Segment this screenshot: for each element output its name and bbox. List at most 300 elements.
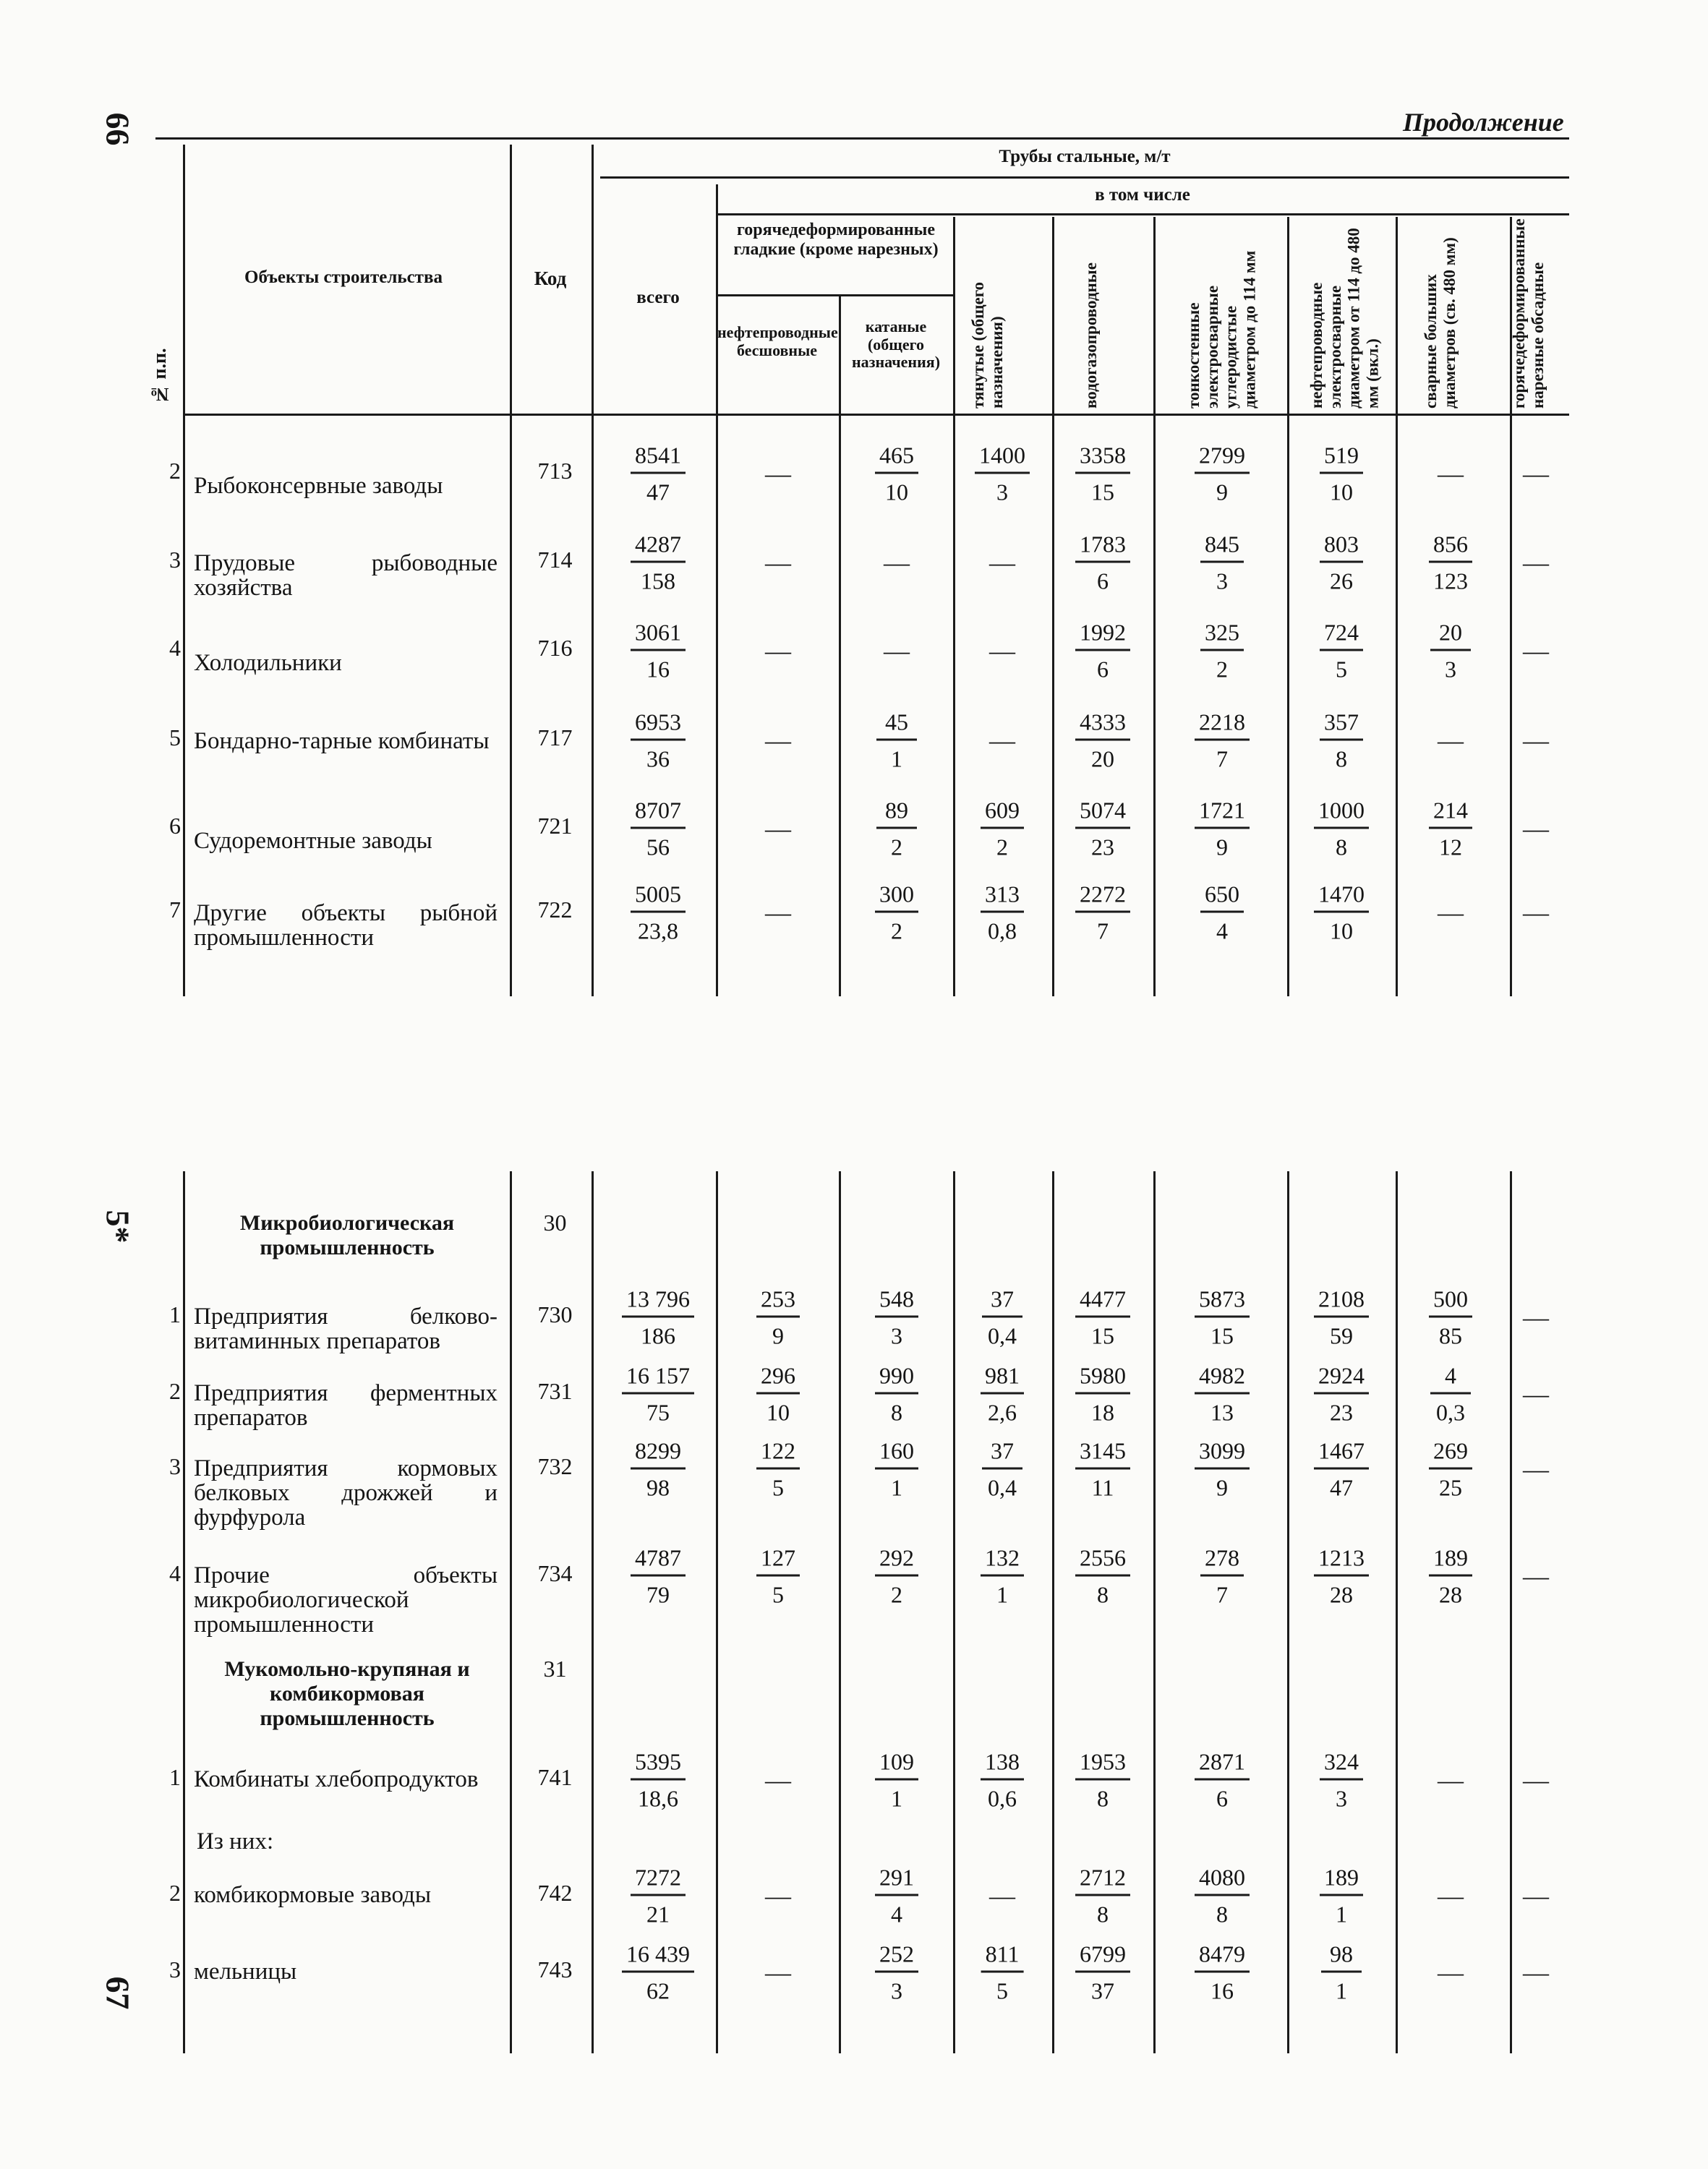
cell-total (631, 531, 686, 595)
cell-oil-seamless: — (765, 814, 791, 843)
fraction-numerator: 300 (875, 881, 918, 913)
cell-large-welded (1429, 797, 1472, 861)
fraction-numerator: 252 (875, 1941, 918, 1973)
fraction-denominator: 2 (891, 917, 902, 944)
fraction-numerator: 990 (875, 1362, 918, 1395)
cell-thin-welded (1195, 1437, 1250, 1502)
table-vline (1153, 217, 1156, 996)
cell-water-gas (1075, 709, 1130, 773)
fraction-numerator: 325 (1200, 619, 1244, 651)
cell-casing: — (1523, 1455, 1549, 1484)
row-object-name: Прудовые рыбоводные хозяйства (194, 550, 498, 601)
cell-rolled (875, 881, 918, 945)
fraction-denominator: 1 (1336, 1901, 1347, 1928)
fraction-denominator: 3 (1445, 656, 1456, 683)
cell-thin-welded (1195, 709, 1250, 773)
continuation-label: Продолжение (1403, 108, 1564, 137)
fraction-denominator: 4 (891, 1901, 902, 1928)
header-thin: тонкостенные электросварные углеродистые диаметром до 114 мм (1184, 250, 1259, 408)
row-number: 2 (169, 1880, 181, 1906)
fraction-numerator: 3145 (1075, 1437, 1130, 1470)
fraction-numerator: 2924 (1314, 1362, 1369, 1395)
cell-thin-welded (1195, 797, 1250, 861)
row-code: 732 (537, 1453, 573, 1479)
row-object-name: Предприятия белково-витаминных препаратов (194, 1304, 498, 1354)
fraction-numerator: 98 (1321, 1941, 1362, 1973)
fraction-numerator: 1953 (1075, 1748, 1130, 1781)
cell-oil-welded (1320, 709, 1363, 773)
row-number: 2 (169, 1378, 181, 1404)
fraction-denominator: 9 (1216, 479, 1228, 505)
fraction-denominator: 8 (1336, 834, 1347, 860)
cell-oil-welded (1320, 531, 1363, 595)
table-vline (510, 1171, 512, 2053)
fraction-denominator: 7 (1216, 1581, 1228, 1608)
section-code: 30 (543, 1210, 567, 1236)
cell-water-gas (1075, 442, 1130, 506)
row-code: 713 (537, 458, 573, 484)
fraction-denominator: 123 (1433, 568, 1468, 594)
fraction-denominator: 10 (1330, 479, 1353, 505)
cell-total (631, 1864, 686, 1928)
row-number: 1 (169, 1764, 181, 1790)
fraction-denominator: 62 (646, 1977, 670, 2004)
cell-total (631, 1748, 686, 1813)
page-star-label: 5* (99, 1210, 137, 1244)
fraction-numerator: 4 (1430, 1362, 1471, 1395)
cell-large-welded (1429, 531, 1472, 595)
header-sub-oil: нефтепроводные бесшовные (717, 323, 838, 359)
fraction-numerator: 3099 (1195, 1437, 1250, 1470)
cell-rolled (875, 1864, 918, 1928)
table-vline (1510, 1171, 1512, 2053)
cell-oil-welded (1314, 1285, 1369, 1350)
fraction-denominator: 6 (1097, 656, 1109, 683)
fraction-denominator: 28 (1330, 1581, 1353, 1608)
fraction-denominator: 23 (1330, 1399, 1353, 1426)
cell-total (631, 709, 686, 773)
fraction-numerator: 2108 (1314, 1285, 1369, 1318)
cell-rolled (875, 1437, 918, 1502)
cell-rolled: — (884, 548, 910, 577)
fraction-denominator: 47 (1330, 1474, 1353, 1501)
row-number: 3 (169, 1956, 181, 1982)
cell-drawn (981, 1544, 1024, 1609)
cell-drawn (981, 881, 1024, 945)
cell-oil-seamless: — (765, 636, 791, 665)
table-vline (1052, 1171, 1054, 2053)
fraction-numerator: 8299 (631, 1437, 686, 1470)
table-vline (510, 145, 512, 996)
cell-oil-welded (1314, 881, 1369, 945)
cell-drawn (975, 442, 1030, 506)
row-object-name: Рыбоконсервные заводы (194, 473, 443, 499)
header-hline (183, 414, 1569, 416)
fraction-numerator: 109 (875, 1748, 918, 1781)
row-object-name: Предприятия ферментных препаратов (194, 1380, 498, 1431)
fraction-denominator: 15 (1210, 1322, 1234, 1349)
cell-rolled (875, 1941, 918, 2005)
cell-rolled (875, 1748, 918, 1813)
fraction-numerator: 1000 (1314, 797, 1369, 829)
fraction-numerator: 296 (756, 1362, 800, 1395)
cell-water-gas (1075, 1864, 1130, 1928)
fraction-denominator: 2 (996, 834, 1008, 860)
fraction-denominator: 8 (1097, 1581, 1109, 1608)
cell-oil-seamless: — (765, 548, 791, 577)
row-code: 734 (537, 1560, 573, 1586)
cell-oil-seamless (756, 1544, 800, 1609)
fraction-denominator: 36 (646, 745, 670, 772)
row-number: 5 (169, 724, 181, 750)
fraction-numerator: 132 (981, 1544, 1024, 1577)
section-code: 31 (543, 1656, 567, 1682)
cell-large-welded (1429, 1285, 1472, 1350)
fraction-denominator: 0,4 (988, 1474, 1017, 1501)
table-vline (1153, 1171, 1156, 2053)
cell-large-welded: — (1438, 1766, 1464, 1794)
fraction-numerator: 1992 (1075, 619, 1130, 651)
cell-water-gas (1075, 1362, 1130, 1426)
cell-drawn (981, 797, 1024, 861)
cell-casing: — (1523, 1766, 1549, 1794)
table-vline (953, 1171, 955, 2053)
cell-thin-welded (1195, 1864, 1250, 1928)
fraction-numerator: 5980 (1075, 1362, 1130, 1395)
fraction-denominator: 186 (641, 1322, 675, 1349)
row-code: 731 (537, 1378, 573, 1404)
cell-water-gas (1075, 619, 1130, 683)
fraction-denominator: 79 (646, 1581, 670, 1608)
cell-thin-welded (1200, 1544, 1244, 1609)
cell-oil-welded (1320, 1864, 1363, 1928)
fraction-denominator: 2,6 (988, 1399, 1017, 1426)
fraction-numerator: 122 (756, 1437, 800, 1470)
fraction-denominator: 28 (1439, 1581, 1462, 1608)
row-object-name: Судоремонтные заводы (194, 828, 432, 854)
table-vline (1052, 217, 1054, 996)
fraction-denominator: 98 (646, 1474, 670, 1501)
table-vline (183, 145, 185, 996)
cell-large-welded (1429, 1437, 1472, 1502)
cell-casing: — (1523, 636, 1549, 665)
row-code: 742 (537, 1880, 573, 1906)
cell-oil-seamless: — (765, 898, 791, 927)
fraction-numerator: 650 (1200, 881, 1244, 913)
fraction-denominator: 20 (1091, 745, 1114, 772)
fraction-numerator: 1721 (1195, 797, 1250, 829)
header-hot-smooth: горячедеформированные гладкие (кроме нарезных) (733, 221, 939, 259)
fraction-denominator: 8 (1216, 1901, 1228, 1928)
cell-total (631, 619, 686, 683)
header-hline (600, 176, 1569, 179)
fraction-numerator: 811 (981, 1941, 1024, 1973)
fraction-denominator: 8 (891, 1399, 902, 1426)
fraction-denominator: 7 (1216, 745, 1228, 772)
cell-rolled (876, 797, 917, 861)
fraction-numerator: 500 (1429, 1285, 1472, 1318)
fraction-denominator: 0,3 (1436, 1399, 1465, 1426)
row-object-name: Комбинаты хлебопродуктов (194, 1766, 479, 1792)
cell-casing: — (1523, 459, 1549, 488)
row-number: 7 (169, 897, 181, 923)
fraction-denominator: 25 (1439, 1474, 1462, 1501)
fraction-numerator: 6799 (1075, 1941, 1130, 1973)
row-code: 716 (537, 635, 573, 661)
row-number: 6 (169, 813, 181, 839)
cell-drawn: — (989, 548, 1015, 577)
section-title: Микробиологическая промышленность (239, 1211, 455, 1259)
cell-water-gas (1075, 1544, 1130, 1609)
cell-large-welded (1430, 1362, 1471, 1426)
cell-water-gas (1075, 881, 1130, 945)
cell-drawn (981, 1941, 1024, 2005)
table-vline (716, 184, 718, 996)
fraction-numerator: 5395 (631, 1748, 686, 1781)
fraction-denominator: 23 (1091, 834, 1114, 860)
cell-rolled (875, 1362, 918, 1426)
fraction-denominator: 18 (1091, 1399, 1114, 1426)
fraction-numerator: 5873 (1195, 1285, 1250, 1318)
fraction-denominator: 12 (1439, 834, 1462, 860)
cell-drawn: — (989, 636, 1015, 665)
fraction-denominator: 5 (772, 1581, 784, 1608)
fraction-denominator: 11 (1091, 1474, 1114, 1501)
fraction-denominator: 56 (646, 834, 670, 860)
fraction-denominator: 4 (1216, 917, 1228, 944)
fraction-denominator: 3 (891, 1322, 902, 1349)
cell-total (631, 442, 686, 506)
table-vline (839, 1171, 841, 2053)
fraction-numerator: 2272 (1075, 881, 1130, 913)
cell-casing: — (1523, 814, 1549, 843)
row-code: 721 (537, 813, 573, 839)
fraction-numerator: 4333 (1075, 709, 1130, 741)
cell-drawn: — (989, 1881, 1015, 1910)
row-number: 1 (169, 1301, 181, 1327)
row-number: 4 (169, 635, 181, 661)
fraction-numerator: 1470 (1314, 881, 1369, 913)
fraction-numerator: 2556 (1075, 1544, 1130, 1577)
fraction-numerator: 6953 (631, 709, 686, 741)
table-vline (1396, 1171, 1398, 2053)
fraction-denominator: 10 (767, 1399, 790, 1426)
header-hline (716, 213, 1569, 215)
header-drawn: тянутые (общего назначения) (969, 281, 1006, 408)
cell-thin-welded (1200, 531, 1244, 595)
fraction-denominator: 5 (1336, 656, 1347, 683)
fraction-denominator: 47 (646, 479, 670, 505)
fraction-denominator: 158 (641, 568, 675, 594)
fraction-denominator: 3 (1216, 568, 1228, 594)
section-title: Мукомольно-крупяная и комбикормовая промышленность (224, 1657, 470, 1730)
fraction-denominator: 16 (646, 656, 670, 683)
row-object-name: Другие объекты рыбной промышленности (194, 900, 498, 951)
fraction-numerator: 189 (1320, 1864, 1363, 1896)
cell-rolled (876, 709, 917, 773)
table-vline (839, 296, 841, 996)
fraction-denominator: 1 (996, 1581, 1008, 1608)
fraction-numerator: 803 (1320, 531, 1363, 563)
fraction-numerator: 845 (1200, 531, 1244, 563)
fraction-denominator: 75 (646, 1399, 670, 1426)
fraction-numerator: 13 796 (622, 1285, 694, 1318)
fraction-denominator: 7 (1097, 917, 1109, 944)
cell-oil-seamless (756, 1362, 800, 1426)
row-object-name: Прочие объекты микробиологической промышленности (194, 1562, 498, 1638)
row-number: 3 (169, 547, 181, 573)
fraction-denominator: 3 (891, 1977, 902, 2004)
header-water: водогазопроводные (1082, 262, 1100, 408)
cell-casing: — (1523, 898, 1549, 927)
header-including: в том числе (1095, 185, 1190, 205)
fraction-numerator: 324 (1320, 1748, 1363, 1781)
fraction-denominator: 10 (885, 479, 908, 505)
header-hline (716, 294, 953, 296)
table-vline (1287, 1171, 1289, 2053)
row-code: 714 (537, 547, 573, 573)
fraction-numerator: 4287 (631, 531, 686, 563)
fraction-denominator: 13 (1210, 1399, 1234, 1426)
cell-large-welded: — (1438, 1958, 1464, 1987)
fraction-denominator: 3 (1336, 1785, 1347, 1812)
cell-total (622, 1362, 694, 1426)
fraction-numerator: 20 (1430, 619, 1471, 651)
fraction-denominator: 9 (772, 1322, 784, 1349)
fraction-denominator: 85 (1439, 1322, 1462, 1349)
fraction-numerator: 4080 (1195, 1864, 1250, 1896)
fraction-denominator: 3 (996, 479, 1008, 505)
fraction-numerator: 357 (1320, 709, 1363, 741)
fraction-denominator: 8 (1336, 745, 1347, 772)
fraction-numerator: 724 (1320, 619, 1363, 651)
cell-total (622, 1285, 694, 1350)
cell-water-gas (1075, 531, 1130, 595)
row-object-name: мельницы (194, 1959, 297, 1985)
header-code: Код (534, 268, 567, 289)
fraction-denominator: 1 (891, 745, 902, 772)
page-number-top: 66 (99, 112, 137, 146)
cell-oil-welded (1320, 442, 1363, 506)
fraction-numerator: 4982 (1195, 1362, 1250, 1395)
cell-casing: — (1523, 1379, 1549, 1408)
table-vline (1287, 217, 1289, 996)
header-oilpipe: нефтепроводные электросварные диаметром от 114 до 480 мм (вкл.) (1307, 228, 1382, 408)
fraction-numerator: 465 (875, 442, 918, 474)
table-vline (183, 1171, 185, 2053)
cell-oil-welded (1314, 1362, 1369, 1426)
fraction-numerator: 253 (756, 1285, 800, 1318)
cell-drawn (982, 1437, 1022, 1502)
cell-oil-seamless (756, 1285, 800, 1350)
fraction-numerator: 45 (876, 709, 917, 741)
header-casing: горячедеформированные нарезные обсадные (1510, 218, 1547, 408)
row-object-name: Бондарно-тарные комбинаты (194, 728, 490, 754)
row-number: 2 (169, 458, 181, 484)
header-objects: Объекты строительства (244, 268, 443, 287)
cell-oil-welded (1320, 1748, 1363, 1813)
cell-large-welded (1430, 619, 1471, 683)
table-vline (1510, 217, 1512, 996)
fraction-denominator: 6 (1097, 568, 1109, 594)
fraction-denominator: 18,6 (638, 1785, 678, 1812)
fraction-numerator: 1783 (1075, 531, 1130, 563)
fraction-denominator: 0,8 (988, 917, 1017, 944)
fraction-denominator: 8 (1097, 1901, 1109, 1928)
fraction-numerator: 16 157 (622, 1362, 694, 1395)
fraction-denominator: 23,8 (638, 917, 678, 944)
cell-water-gas (1075, 1285, 1130, 1350)
row-note: Из них: (197, 1828, 274, 1854)
cell-drawn (982, 1285, 1022, 1350)
fraction-numerator: 313 (981, 881, 1024, 913)
fraction-numerator: 2799 (1195, 442, 1250, 474)
cell-large-welded: — (1438, 1881, 1464, 1910)
row-number: 3 (169, 1453, 181, 1479)
row-number: 4 (169, 1560, 181, 1586)
row-code: 722 (537, 897, 573, 923)
fraction-numerator: 189 (1429, 1544, 1472, 1577)
cell-large-welded: — (1438, 898, 1464, 927)
fraction-numerator: 89 (876, 797, 917, 829)
row-object-name: комбикормовые заводы (194, 1882, 432, 1908)
table-vline (592, 145, 594, 996)
cell-oil-seamless: — (765, 726, 791, 755)
table-vline (953, 217, 955, 996)
fraction-denominator: 1 (891, 1785, 902, 1812)
fraction-numerator: 2218 (1195, 709, 1250, 741)
cell-casing: — (1523, 1562, 1549, 1591)
fraction-numerator: 1467 (1314, 1437, 1369, 1470)
fraction-denominator: 9 (1216, 1474, 1228, 1501)
fraction-numerator: 16 439 (622, 1941, 694, 1973)
cell-oil-seamless: — (765, 1881, 791, 1910)
cell-total (631, 1437, 686, 1502)
row-object-name: Предприятия кормовых белковых дрожжей и фурфурола (194, 1455, 498, 1531)
fraction-numerator: 160 (875, 1437, 918, 1470)
cell-oil-welded (1321, 1941, 1362, 2005)
fraction-numerator: 127 (756, 1544, 800, 1577)
cell-thin-welded (1200, 619, 1244, 683)
cell-thin-welded (1195, 1362, 1250, 1426)
cell-casing: — (1523, 1958, 1549, 1987)
fraction-denominator: 1 (891, 1474, 902, 1501)
cell-water-gas (1075, 797, 1130, 861)
fraction-numerator: 7272 (631, 1864, 686, 1896)
cell-thin-welded (1200, 881, 1244, 945)
fraction-denominator: 59 (1330, 1322, 1353, 1349)
fraction-numerator: 278 (1200, 1544, 1244, 1577)
fraction-numerator: 8479 (1195, 1941, 1250, 1973)
cell-thin-welded (1195, 1285, 1250, 1350)
fraction-denominator: 21 (646, 1901, 670, 1928)
cell-rolled: — (884, 636, 910, 665)
fraction-denominator: 5 (772, 1474, 784, 1501)
cell-large-welded (1429, 1544, 1472, 1609)
row-code: 741 (537, 1764, 573, 1790)
fraction-denominator: 37 (1091, 1977, 1114, 2004)
top-rule (155, 137, 1569, 140)
header-sub-rolled: катаные (общего назначения) (851, 317, 941, 372)
fraction-denominator: 5 (996, 1977, 1008, 2004)
fraction-numerator: 609 (981, 797, 1024, 829)
cell-thin-welded (1195, 442, 1250, 506)
cell-total (631, 881, 686, 945)
fraction-denominator: 8 (1097, 1785, 1109, 1812)
fraction-numerator: 8541 (631, 442, 686, 474)
cell-rolled (875, 1544, 918, 1609)
cell-water-gas (1075, 1748, 1130, 1813)
